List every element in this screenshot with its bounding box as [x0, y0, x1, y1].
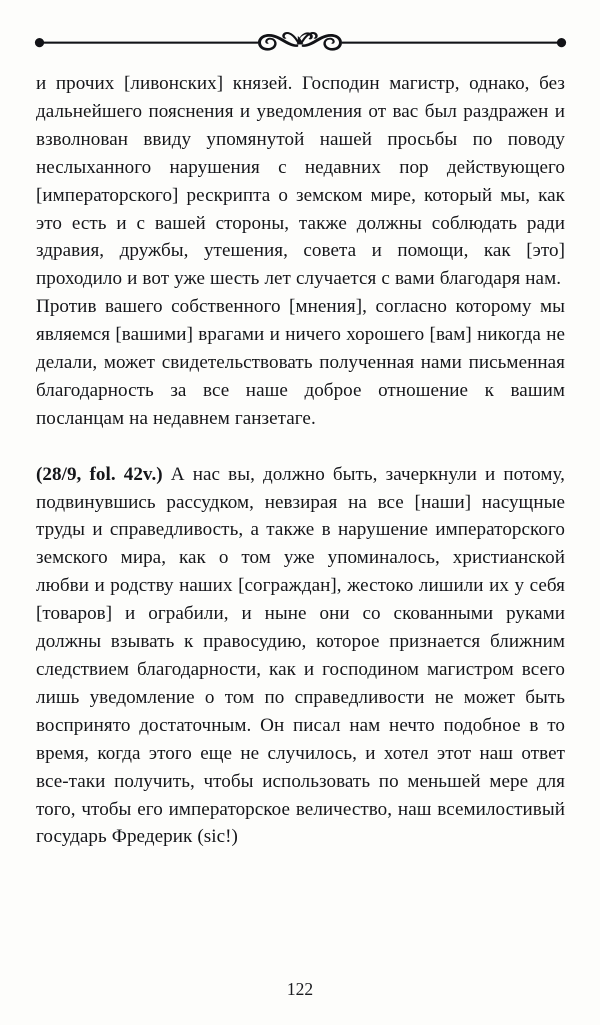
paragraph-1-text: и прочих [ливонских] князей. Господин магистр, однако, без дальнейшего пояснения и уведомления от вас был раздражен и взволнован ввиду упомянутой нашей просьбы по поводу неслыханного нарушения с недавних пор действующего [императорского] рескрипта о земском мире, который мы, как это есть и с вашей стороны, также должны соблюдать ради здравия, дружбы, утешения, совета и помощи, как [это] проходило и вот уже шесть лет случается с вами благодаря нам.: [36, 73, 565, 290]
paragraph-3: [36, 461, 565, 852]
page-number: 122: [286, 979, 314, 999]
paragraph-3-text: А нас вы, должно быть, зачеркнули и потому, подвинувшись рассудком, невзирая на все [наши] насущные труды и справедливость, а также в нарушение императорского земского мира, как о том уже упоминалось, христианской любви и родству наших [сограждан], жестоко лишили их у себя [товаров] и ограбили, и ныне они со скованными руками должны взывать к правосудию, которое признается ближним следствием благодарности, как и господином магистром всего лишь уведомление о том по справедливости не может быть воспринято достаточным. Он писал нам нечто подобное в то время, когда этого еще не случилось, и хотел этот наш ответ все-таки получить, чтобы использовать по меньшей мере для того, чтобы его императорское величество, наш всемилостивый государь Фредерик (sic!): [36, 463, 566, 848]
decorative-flourish-divider: [0, 26, 600, 62]
paragraph-2: [36, 293, 565, 433]
folio-reference-marker: (28/9, fol. 42v.): [36, 463, 163, 485]
paragraph-2-text: Против вашего собственного [мнения], согласно которому мы являемся [вашими] врагами и ничего хорошего [вам] никогда не делали, может свидетельствовать полученная нами письменная благодарность за все наше доброе отношение к вашим посланцам на недавнем ганзетаге.: [36, 296, 565, 429]
page-body: [36, 70, 565, 851]
paragraph-1: [36, 70, 565, 293]
